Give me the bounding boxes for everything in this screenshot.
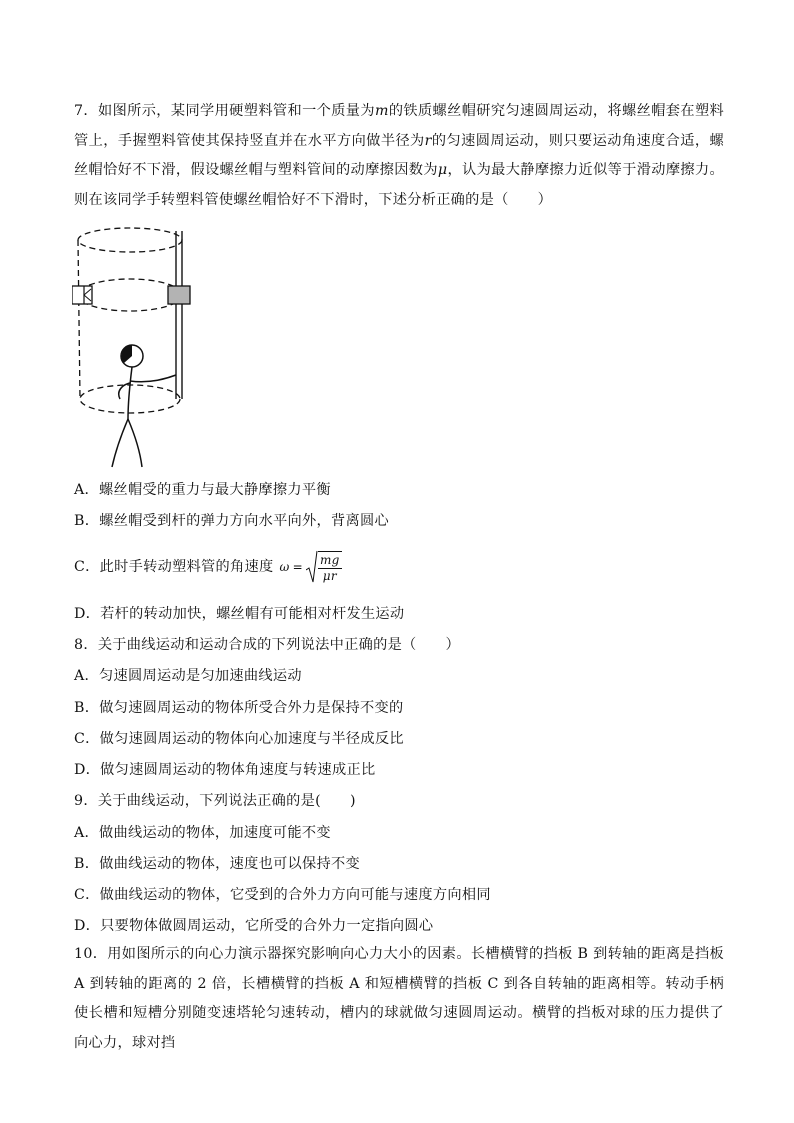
q8-option-b: B．做匀速圆周运动的物体所受合外力是保持不变的 xyxy=(74,700,404,716)
q7-var-m: m xyxy=(374,103,389,119)
sqrt-sign-icon xyxy=(306,550,318,584)
q7-text-3: 的匀速圆周运动，则只要运动角速度合适，螺丝帽恰好不下滑，假设螺丝帽与塑料管间的动摩擦因数为 xyxy=(74,132,724,178)
q9-option-d: D．只要物体做圆周运动，它所受的合外力一定指向圆心 xyxy=(74,918,434,934)
fraction-denominator: μr xyxy=(318,568,342,584)
spinning-tube-figure xyxy=(72,223,202,473)
q8-option-d: D．做匀速圆周运动的物体角速度与转速成正比 xyxy=(74,762,376,778)
omega-formula xyxy=(280,550,342,584)
q8-option-a: A．匀速圆周运动是匀加速曲线运动 xyxy=(74,668,302,684)
q7-option-d: D．若杆的转动加快，螺丝帽有可能相对杆发生运动 xyxy=(74,606,405,622)
question-8-stem: 8．关于曲线运动和运动合成的下列说法中正确的是（ ） xyxy=(74,637,461,653)
q7-var-r: r xyxy=(424,132,432,149)
q7-text-2: 的铁质螺丝帽研究匀速圆周运动，将螺丝帽套在塑料管上，手握塑料管使其保持竖直并在水平方向做半径为 xyxy=(74,103,725,149)
q7-option-b: B．螺丝帽受到杆的弹力方向水平向外，背离圆心 xyxy=(74,513,389,529)
q9-option-c: C．做曲线运动的物体，它受到的合外力方向可能与速度方向相同 xyxy=(74,887,491,903)
equals-sign: = xyxy=(292,560,303,574)
question-7-stem xyxy=(74,97,724,215)
q7-text-1: 7．如图所示，某同学用硬塑料管和一个质量为 xyxy=(74,103,375,119)
q7-option-c xyxy=(74,550,342,584)
question-10-stem: 10．用如图所示的向心力演示器探究影响向心力大小的因素。长槽横臂的挡板 B 到转轴的距离是挡板 A 到转轴的距离的 2 倍，长槽横臂的挡板 A 和短槽横臂的挡板 C 到各自转轴的距离相等。转动手柄使长槽和短槽分别随变速塔轮匀速转动，槽内的球就做匀速圆周运动。横臂的挡板对球的压力提供了向心力，球对挡 xyxy=(74,946,724,1051)
omega-symbol: ω xyxy=(279,560,290,574)
q8-option-c: C．做匀速圆周运动的物体向心加速度与半径成反比 xyxy=(74,731,404,747)
sqrt-expression xyxy=(306,550,342,584)
sqrt-fraction xyxy=(318,551,342,584)
q7-text-4: ，认为最大静摩擦力近似等于滑动摩擦力。则在该同学手转塑料管使螺丝帽恰好不下滑时，下述分析正确的是（ ） xyxy=(74,162,724,208)
q9-option-a: A．做曲线运动的物体，加速度可能不变 xyxy=(74,825,331,841)
question-9-stem: 9．关于曲线运动，下列说法正确的是( ) xyxy=(74,793,356,809)
q7-option-a: A．螺丝帽受的重力与最大静摩擦力平衡 xyxy=(74,482,331,498)
q7-option-c-label: C．此时手转动塑料管的角速度 xyxy=(74,559,274,575)
q9-option-b: B．做曲线运动的物体，速度也可以保持不变 xyxy=(74,856,360,872)
fraction-numerator: mg xyxy=(319,552,340,567)
q7-var-mu: μ xyxy=(437,162,448,178)
